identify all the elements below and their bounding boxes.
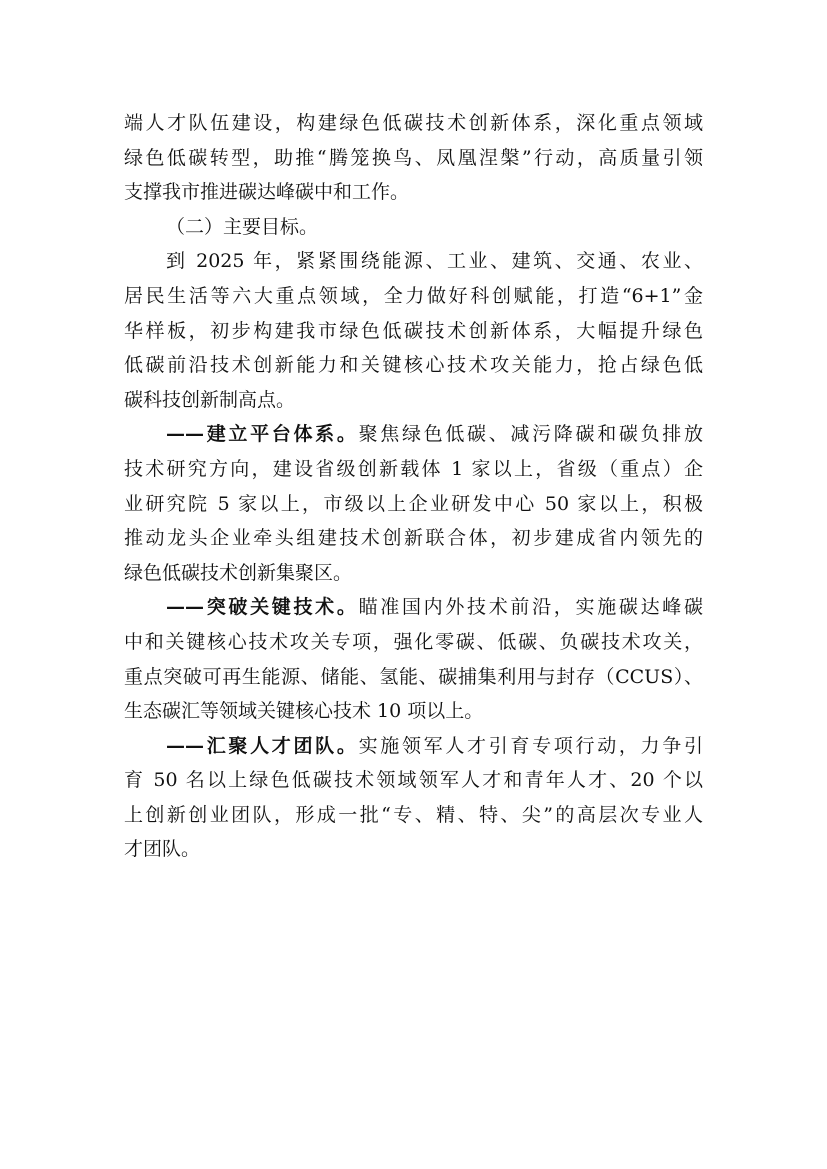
text-line: 育 50 名以上绿色低碳技术领域领军人才和青年人才、20 个以 — [124, 769, 703, 792]
text-line: ——汇聚人才团队。实施领军人才引育专项行动，力争引 — [166, 734, 703, 757]
text-line: 居民生活等六大重点领域，全力做好科创赋能，打造“6+1”金 — [124, 284, 703, 307]
text-line: ——建立平台体系。聚焦绿色低碳、减污降碳和碳负排放 — [166, 423, 703, 446]
text-line: 碳科技创新制高点。 — [124, 388, 296, 411]
text-line: 中和关键核心技术攻关专项，强化零碳、低碳、负碳技术攻关， — [124, 630, 703, 653]
text-line: 重点突破可再生能源、储能、氢能、碳捕集利用与封存（CCUS）、 — [124, 665, 703, 688]
text-line: 生态碳汇等领域关键核心技术 10 项以上。 — [124, 700, 484, 723]
text-line: 端人才队伍建设，构建绿色低碳技术创新体系，深化重点领域 — [124, 112, 703, 134]
text-line: 业研究院 5 家以上，市级以上企业研发中心 50 家以上，积极 — [124, 492, 703, 515]
text-line: 技术研究方向，建设省级创新载体 1 家以上，省级（重点）企 — [124, 457, 703, 480]
text-line: 才团队。 — [124, 838, 201, 861]
text-line: 推动龙头企业牵头组建技术创新联合体，初步建成省内领先的 — [124, 527, 703, 550]
text-line: 绿色低碳转型，助推“腾笼换鸟、凤凰涅槃”行动，高质量引领 — [124, 146, 703, 169]
bold-lead: ——汇聚人才团队。 — [166, 734, 359, 757]
text-line: 低碳前沿技术创新能力和关键核心技术攻关能力，抢占绿色低 — [124, 354, 703, 377]
text-line: 上创新创业团队，形成一批“专、精、特、尖”的高层次专业人 — [124, 803, 703, 826]
section-heading: （二）主要目标。 — [166, 215, 319, 238]
bold-lead: ——建立平台体系。 — [166, 423, 359, 446]
bold-lead: ——突破关键技术。 — [166, 596, 359, 619]
text-line: 到 2025 年，紧紧围绕能源、工业、建筑、交通、农业、 — [166, 250, 703, 273]
text-line: 华样板，初步构建我市绿色低碳技术创新体系，大幅提升绿色 — [124, 319, 703, 342]
text-line: 支撑我市推进碳达峰碳中和工作。 — [124, 181, 410, 204]
text-line: ——突破关键技术。瞄准国内外技术前沿，实施碳达峰碳 — [166, 596, 703, 619]
document-body — [124, 106, 703, 867]
text-line: 绿色低碳技术创新集聚区。 — [124, 561, 353, 584]
